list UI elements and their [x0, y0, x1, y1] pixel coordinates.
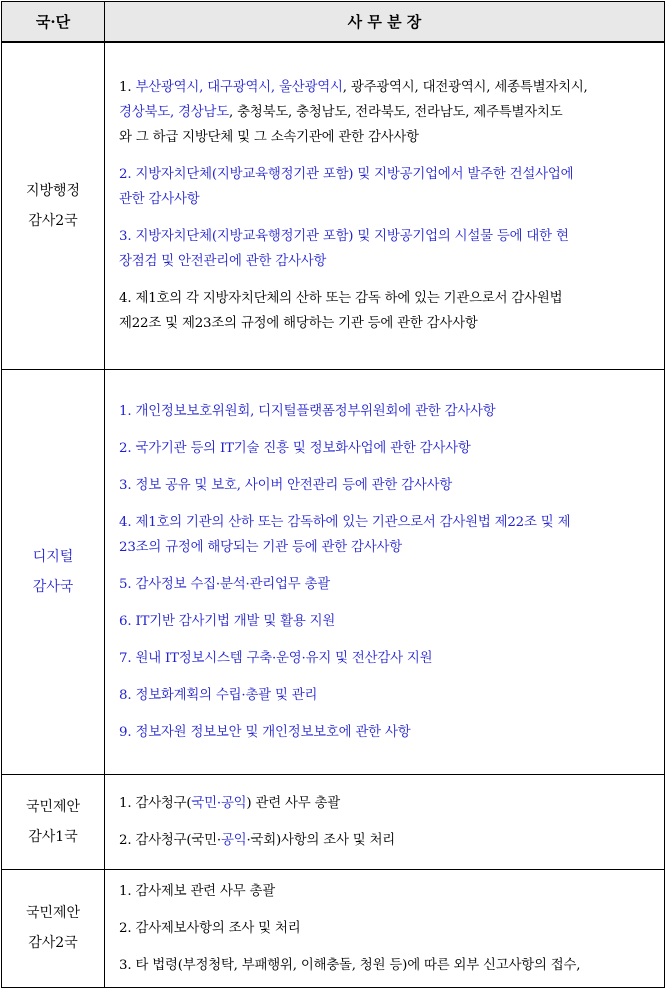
duty-item: 8. 정보화계획의 수립·총괄 및 관리 [119, 687, 318, 703]
section-row [2, 774, 665, 869]
duty-item: 4. 제1호의 기관의 산하 또는 감독하에 있는 기관으로서 감사원법 제22조 및 제 23조의 규정에 해당되는 기관 등에 관한 감사사항 [119, 514, 571, 555]
duty-item: 3. 정보 공유 및 보호, 사이버 안전관리 등에 관한 감사사항 [119, 477, 453, 493]
dept-name-line1: 국민제안 [25, 905, 81, 921]
duties-cell [105, 42, 665, 369]
header-row [2, 2, 665, 43]
section-row [2, 369, 665, 774]
header-duties: 사 무 분 장 [105, 2, 665, 43]
dept-cell [2, 369, 105, 774]
dept-name-line2: 감사1국 [28, 828, 78, 845]
duty-item: 7. 원내 IT정보시스템 구축·운영·유지 및 전산감사 지원 [119, 650, 433, 666]
duty-item: 5. 감사정보 수집·분석·관리업무 총괄 [119, 576, 330, 592]
highlighted-text: 공익 [220, 832, 247, 848]
dept-name-line1: 디지털 [32, 548, 74, 565]
duty-item: 2. 감사청구(국민·공익·국회)사항의 조사 및 처리 [119, 832, 396, 848]
duty-item: 1. 감사제보 관련 사무 총괄 [119, 883, 275, 899]
duty-item: 2. 국가기관 등의 IT기술 진흥 및 정보화사업에 관한 감사사항 [119, 440, 471, 456]
dept-name-line1: 국민제안 [25, 798, 81, 815]
duty-item: 4. 제1호의 각 지방자치단체의 산하 또는 감독 하에 있는 기관으로서 감사원법 제22조 및 제23조의 규정에 해당하는 기관 등에 관한 감사사항 [119, 291, 563, 332]
dept-name-line1: 지방행정 [25, 182, 81, 199]
duties-table [1, 1, 665, 988]
duties-cell [105, 774, 665, 869]
dept-cell [2, 869, 105, 987]
section-row [2, 42, 665, 369]
dept-cell [2, 42, 105, 369]
duties-cell [105, 369, 665, 774]
dept-cell [2, 774, 105, 869]
duty-item: 1. 부산광역시, 대구광역시, 울산광역시, 광주광역시, 대전광역시, 세종특별자치시, 경상북도, 경상남도, 충청북도, 충청남도, 전라북도, 전라남도, 제주특별자치도 와 그 하급 지방단체 및 그 소속기관에 관한 감사사항 [119, 80, 588, 146]
duty-item: 3. 지방자치단체(지방교육행정기관 포함) 및 지방공기업의 시설물 등에 대한 현 장점검 및 안전관리에 관한 감사사항 [119, 229, 569, 270]
duty-item: 3. 타 법령(부정청탁, 부패행위, 이해충돌, 청원 등)에 따른 외부 신고사항의 접수, [119, 957, 581, 973]
header-dept: 국·단 [2, 2, 105, 43]
duty-item: 2. 감사제보사항의 조사 및 처리 [119, 920, 301, 936]
duty-item: 9. 정보자원 정보보안 및 개인정보보호에 관한 사항 [119, 724, 411, 740]
dept-name-line2: 감사2국 [28, 935, 78, 951]
highlighted-text: 경상북도, 경상남도 [119, 105, 229, 121]
duty-item: 6. IT기반 감사기법 개발 및 활용 지원 [119, 613, 336, 629]
dept-name-line2: 감사국 [32, 578, 74, 595]
highlighted-text: 국민·공익 [191, 795, 247, 811]
duties-cell [105, 869, 665, 987]
duty-item: 2. 지방자치단체(지방교육행정기관 포함) 및 지방공기업에서 발주한 건설사업에 관한 감사사항 [119, 167, 574, 208]
highlighted-text: 부산광역시, 대구광역시, 울산광역시 [135, 80, 343, 96]
duty-item: 1. 개인정보보호위원회, 디지털플랫폼정부위원회에 관한 감사사항 [119, 403, 496, 419]
duty-item: 1. 감사청구(국민·공익) 관련 사무 총괄 [119, 795, 341, 811]
dept-name-line2: 감사2국 [28, 212, 78, 229]
section-row [2, 869, 665, 987]
